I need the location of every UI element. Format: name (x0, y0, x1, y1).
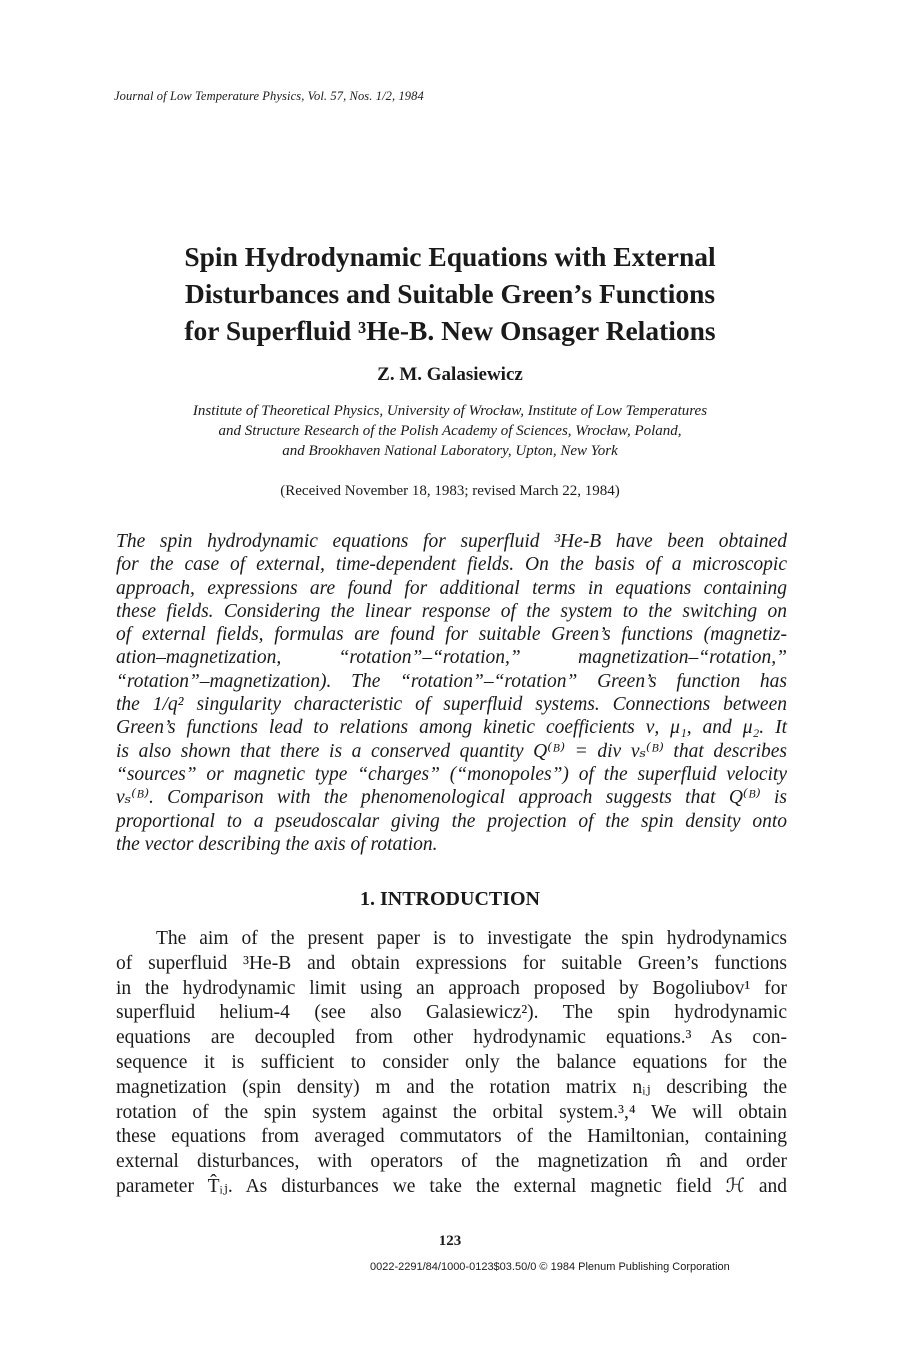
abstract-line: The spin hydrodynamic equations for superfluid ³He-B have been obtained (116, 531, 787, 552)
paragraph-line: superfluid helium-4 (see also Galasiewicz²). The spin hydrodynamic (116, 1002, 787, 1024)
paragraph-line: rotation of the spin system against the orbital system.³,⁴ We will obtain (116, 1101, 787, 1123)
abstract (116, 530, 787, 856)
section-heading: 1. INTRODUCTION (359, 888, 541, 910)
abstract-line: proportional to a pseudoscalar giving the projection of the spin density onto (116, 810, 787, 832)
title-line: Spin Hydrodynamic Equations with External (184, 241, 716, 272)
author-name: Z. M. Galasiewicz (377, 364, 523, 385)
abstract-line: Green’s functions lead to relations among kinetic coefficients ν, μ₁, and μ₂. It (116, 717, 787, 739)
introduction-paragraph (116, 927, 787, 1200)
affiliation-line: and Brookhaven National Laboratory, Upton, New York (282, 443, 618, 459)
copyright-line: 0022-2291/84/1000-0123$03.50/0 © 1984 Plenum Publishing Corporation (370, 1261, 730, 1273)
article-title (100, 238, 800, 349)
paragraph-line: in the hydrodynamic limit using an approach proposed by Bogoliubov¹ for (116, 977, 787, 999)
paragraph-line: parameter T̂ᵢⱼ. As disturbances we take the external magnetic field ℋ and (116, 1175, 787, 1197)
paragraph-line: these equations from averaged commutators of the Hamiltonian, containing (116, 1126, 787, 1148)
page-number: 123 (438, 1233, 462, 1249)
received-dates: (Received November 18, 1983; revised March 22, 1984) (280, 483, 620, 499)
paragraph-line: of superfluid ³He-B and obtain expressions for suitable Green’s functions (116, 952, 787, 974)
paragraph-line: external disturbances, with operators of the magnetization m̂ and order (116, 1151, 787, 1173)
paragraph-line: equations are decoupled from other hydrodynamic equations.³ As con- (116, 1027, 787, 1049)
title-line: Disturbances and Suitable Green’s Functions (184, 278, 716, 309)
paragraph-line: The aim of the present paper is to investigate the spin hydrodynamics (156, 928, 787, 949)
abstract-line: of external fields, formulas are found for suitable Green’s functions (magnetiz- (116, 624, 787, 646)
abstract-line: the vector describing the axis of rotation. (116, 833, 438, 855)
paragraph-line: sequence it is sufficient to consider only the balance equations for the (116, 1051, 787, 1073)
abstract-line: “rotation”–magnetization). The “rotation”–“rotation” Green’s function has (116, 670, 787, 692)
abstract-line: for the case of external, time-dependent fields. On the basis of a microscopic (116, 554, 787, 576)
title-line: for Superfluid ³He-B. New Onsager Relations (184, 315, 716, 346)
affiliation-line: Institute of Theoretical Physics, University of Wrocław, Institute of Low Temperatures (192, 403, 708, 419)
paragraph-line: magnetization (spin density) m and the rotation matrix nᵢⱼ describing the (116, 1076, 787, 1098)
journal-citation: Journal of Low Temperature Physics, Vol. 57, Nos. 1/2, 1984 (114, 89, 424, 103)
abstract-line: approach, expressions are found for additional terms in equations containing (116, 577, 787, 599)
abstract-line: the 1/q² singularity characteristic of superfluid systems. Connections between (116, 694, 787, 716)
abstract-line: ation–magnetization, “rotation”–“rotation,” magnetization–“rotation,” (116, 647, 787, 669)
affiliation (100, 401, 800, 461)
affiliation-line: and Structure Research of the Polish Academy of Sciences, Wrocław, Poland, (218, 423, 682, 439)
abstract-line: vₛ⁽ᴮ⁾. Comparison with the phenomenological approach suggests that Q⁽ᴮ⁾ is (116, 787, 787, 809)
abstract-line: is also shown that there is a conserved quantity Q⁽ᴮ⁾ = div vₛ⁽ᴮ⁾ that describes (116, 740, 787, 762)
abstract-line: “sources” or magnetic type “charges” (“monopoles”) of the superfluid velocity (116, 763, 787, 785)
abstract-line: these fields. Considering the linear response of the system to the switching on (116, 600, 787, 622)
